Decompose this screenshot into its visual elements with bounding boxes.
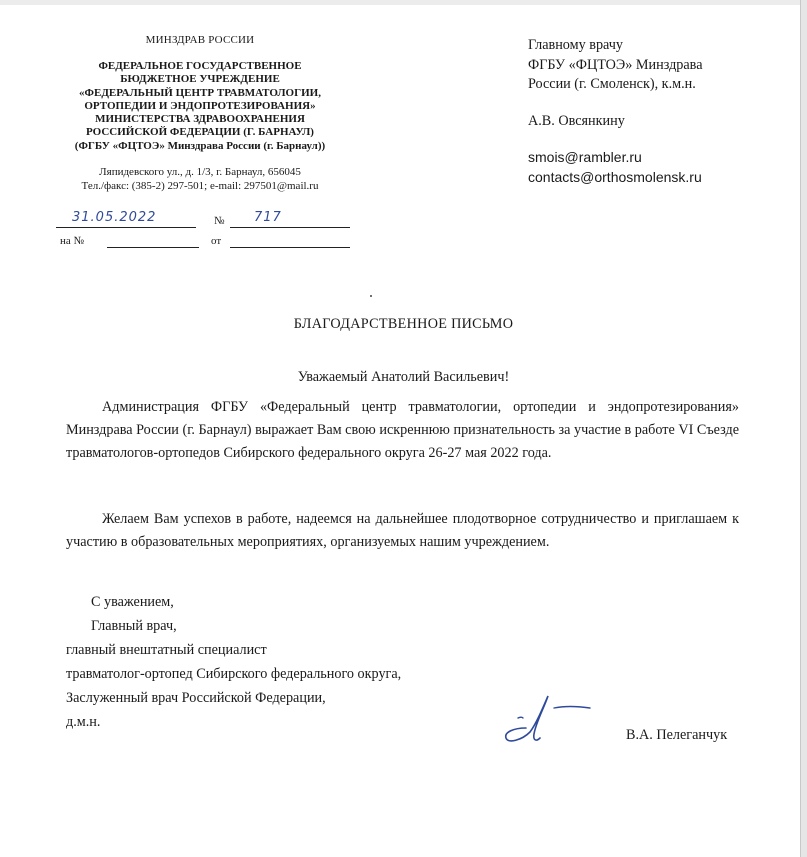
sender-address-block [50,165,350,193]
ref-label: на № [60,235,85,247]
closing-block [66,590,401,734]
closing-regards: С уважением, [91,594,174,610]
recipient-name: А.В. Овсянкину [528,112,625,129]
org-name-line: РОССИЙСКОЙ ФЕДЕРАЦИИ (Г. БАРНАУЛ) [86,126,314,139]
closing-position: Главный врач, [91,618,177,634]
recipient-line: Главному врачу [528,37,623,53]
closing-line: д.м.н. [66,714,101,730]
recipient-gap [528,131,703,148]
signature-stroke [518,717,523,718]
recipient-email: contacts@orthosmolensk.ru [528,168,702,185]
number-handwritten: 717 [254,210,282,225]
date-underline [56,227,196,228]
sender-address: Ляпидевского ул., д. 1/3, г. Барнаул, 656045 [99,166,301,179]
org-name-line: МИНИСТЕРСТВА ЗДРАВООХРАНЕНИЯ [95,113,305,126]
organization-name [50,60,350,153]
recipient-block [528,36,703,187]
date-handwritten: 31.05.2022 [72,210,157,225]
letter-greeting: Уважаемый Анатолий Васильевич! [297,369,510,385]
org-name-line: «ФЕДЕРАЛЬНЫЙ ЦЕНТР ТРАВМАТОЛОГИИ, [79,86,321,99]
number-underline [230,227,350,228]
signature-stroke [506,696,548,741]
recipient-gap [528,95,703,112]
closing-line: травматолог-ортопед Сибирского федерального округа, [66,666,402,682]
letter-paragraph: Желаем Вам успехов в работе, надеемся на дальнейшее плодотворное сотрудничество и приглашаем к участию в образовательных мероприятиях, организуемых нашим учреждением. [66,511,739,550]
handwritten-signature [496,688,596,746]
ministry-name: МИНЗДРАВ РОССИИ [145,34,255,46]
closing-line: Заслуженный врач Российской Федерации, [66,690,326,706]
recipient-email: smois@rambler.ru [528,149,642,165]
signature-stroke [554,707,590,709]
from-label: от [211,235,222,247]
ref-underline [107,247,199,248]
letter-title: БЛАГОДАРСТВЕННОЕ ПИСЬМО [293,316,514,332]
letterhead [50,34,350,193]
org-name-line: (ФГБУ «ФЦТОЭ» Минздрава России (г. Барнаул)) [74,139,326,152]
scan-top-edge [0,0,807,5]
scan-right-edge [800,0,807,857]
org-name-line: ФЕДЕРАЛЬНОЕ ГОСУДАРСТВЕННОЕ [98,60,302,72]
sender-contacts: Тел./факс: (385-2) 297-501; e-mail: 297501@mail.ru [81,180,319,193]
recipient-line: России (г. Смоленск), к.м.н. [528,76,696,92]
recipient-line: ФГБУ «ФЦТОЭ» Минздрава [528,56,703,73]
org-name-line: БЮДЖЕТНОЕ УЧРЕЖДЕНИЕ [120,73,280,86]
number-label: № [214,215,225,227]
closing-line: главный внештатный специалист [66,642,267,658]
scan-dot [370,295,372,297]
scan-right-edge-line [800,0,801,857]
from-underline [230,247,350,248]
org-name-line: ОРТОПЕДИИ И ЭНДОПРОТЕЗИРОВАНИЯ» [84,99,316,112]
signer-name: В.А. Пелеганчук [626,727,728,743]
letter-paragraph: Администрация ФГБУ «Федеральный центр травматологии, ортопедии и эндопротезирования» Минздрава России (г. Барнаул) выражает Вам свою искреннюю признательность за участие в работе VI Съезде травматологов-ортопедов Сибирского федерального округа 26-27 мая 2022 года. [66,399,739,461]
